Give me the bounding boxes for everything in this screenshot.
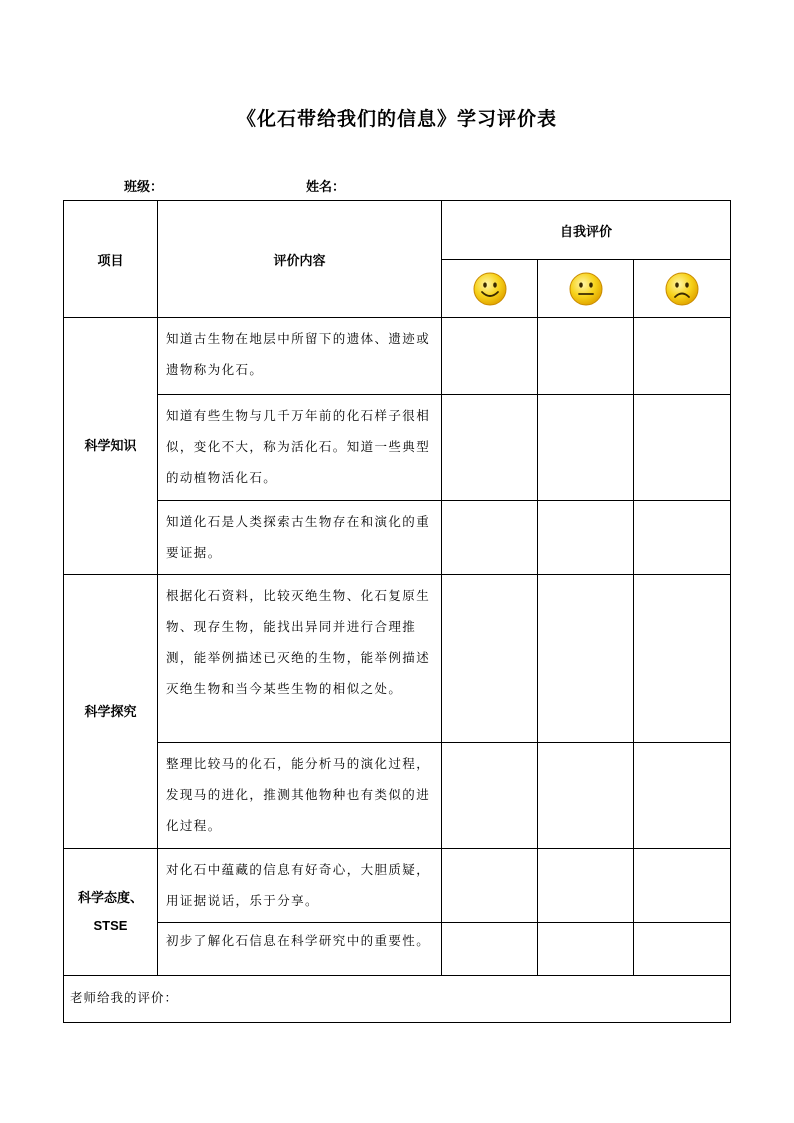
name-label: 姓名： — [306, 180, 346, 195]
rating-cell-neutral[interactable] — [538, 395, 634, 501]
header-item: 项目 — [64, 201, 158, 318]
criterion-text: 知道化石是人类探索古生物存在和演化的重要证据。 — [158, 501, 442, 575]
criterion-text: 知道有些生物与几千万年前的化石样子很相似，变化不大，称为活化石。知道一些典型的动植物活化石。 — [158, 395, 442, 501]
face-header-happy — [442, 260, 538, 318]
class-label: 班级： — [124, 180, 164, 195]
criterion-text: 对化石中蕴藏的信息有好奇心，大胆质疑，用证据说话，乐于分享。 — [158, 849, 442, 923]
criterion-text: 整理比较马的化石，能分析马的演化过程，发现马的进化，推测其他物种也有类似的进化过程。 — [158, 743, 442, 849]
category-science-attitude-stse — [64, 849, 158, 976]
rating-cell-happy[interactable] — [442, 395, 538, 501]
smiley-sad-icon — [664, 271, 700, 307]
rating-cell-neutral[interactable] — [538, 743, 634, 849]
category-science-inquiry: 科学探究 — [64, 575, 158, 849]
category-line2: STSE — [93, 918, 128, 933]
rating-cell-neutral[interactable] — [538, 501, 634, 575]
rating-cell-neutral[interactable] — [538, 318, 634, 395]
face-header-sad — [634, 260, 731, 318]
category-line1: 科学态度、 — [77, 890, 143, 905]
header-content: 评价内容 — [158, 201, 442, 318]
rating-cell-sad[interactable] — [634, 743, 731, 849]
rating-cell-sad[interactable] — [634, 849, 731, 923]
rating-cell-happy[interactable] — [442, 575, 538, 743]
rating-cell-sad[interactable] — [634, 395, 731, 501]
rating-cell-happy[interactable] — [442, 318, 538, 395]
rating-cell-happy[interactable] — [442, 501, 538, 575]
rating-cell-happy[interactable] — [442, 923, 538, 976]
smiley-neutral-icon — [568, 271, 604, 307]
rating-cell-sad[interactable] — [634, 501, 731, 575]
rating-cell-neutral[interactable] — [538, 575, 634, 743]
rating-cell-neutral[interactable] — [538, 923, 634, 976]
rating-cell-happy[interactable] — [442, 743, 538, 849]
teacher-evaluation[interactable]: 老师给我的评价： — [64, 976, 731, 1023]
page-title: 《化石带给我们的信息》学习评价表 — [236, 108, 557, 130]
criterion-text: 根据化石资料，比较灭绝生物、化石复原生物、现存生物，能找出异同并进行合理推测，能举例描述已灭绝的生物，能举例描述灭绝生物和当今某些生物的相似之处。 — [158, 575, 442, 743]
criterion-text: 知道古生物在地层中所留下的遗体、遗迹或遗物称为化石。 — [158, 318, 442, 395]
smiley-happy-icon — [472, 271, 508, 307]
rating-cell-neutral[interactable] — [538, 849, 634, 923]
rating-cell-sad[interactable] — [634, 575, 731, 743]
rating-cell-happy[interactable] — [442, 849, 538, 923]
face-header-neutral — [538, 260, 634, 318]
rating-cell-sad[interactable] — [634, 318, 731, 395]
category-science-knowledge: 科学知识 — [64, 318, 158, 575]
rating-cell-sad[interactable] — [634, 923, 731, 976]
criterion-text: 初步了解化石信息在科学研究中的重要性。 — [158, 923, 442, 976]
evaluation-table — [63, 200, 731, 1023]
header-self-eval: 自我评价 — [442, 201, 731, 260]
